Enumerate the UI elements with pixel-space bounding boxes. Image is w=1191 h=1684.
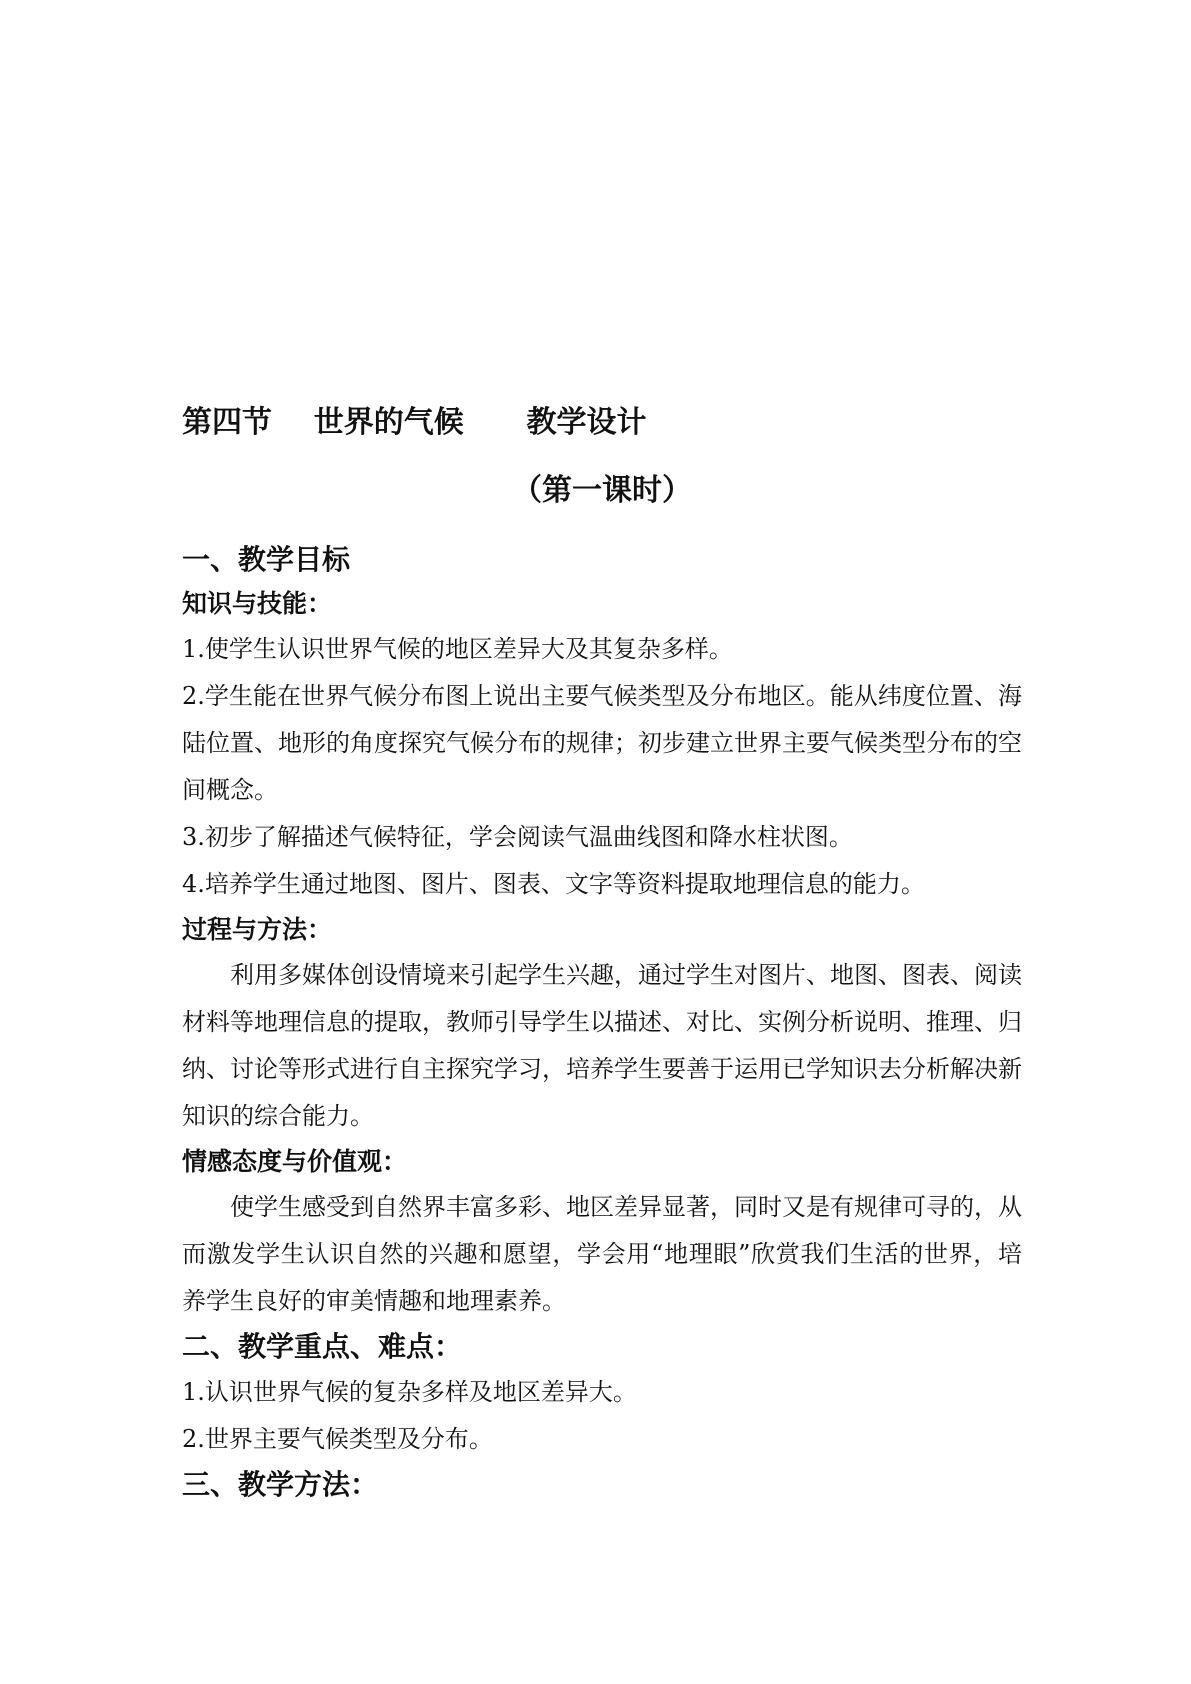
- section-heading-teaching-goals: 一、教学目标: [182, 543, 351, 576]
- section-heading-key-points: 二、教学重点、难点：: [182, 1330, 463, 1363]
- subheading-process-methods: 过程与方法：: [182, 915, 333, 944]
- document-title: 第四节 世界的气候 教学设计: [182, 405, 647, 440]
- key-point-2: 2.世界主要气候类型及分布。: [182, 1425, 493, 1453]
- section-heading-teaching-methods: 三、教学方法：: [182, 1468, 379, 1501]
- document-subtitle: （第一课时）: [512, 473, 692, 508]
- knowledge-item-3: 3.初步了解描述气候特征，学会阅读气温曲线图和降水柱状图。: [182, 823, 853, 851]
- process-methods-paragraph: 利用多媒体创设情境来引起学生兴趣，通过学生对图片、地图、图表、阅读材料等地理信息的提取，教师引导学生以描述、对比、实例分析说明、推理、归纳、讨论等形式进行自主探究学习，培养学生要善于运用已学知识去分析解决新知识的综合能力。: [182, 961, 1022, 1130]
- knowledge-item-1: 1.使学生认识世界气候的地区差异大及其复杂多样。: [182, 635, 733, 663]
- document-body: [182, 398, 1022, 1507]
- knowledge-item-2: 2.学生能在世界气候分布图上说出主要气候类型及分布地区。能从纬度位置、海陆位置、地形的角度探究气候分布的规律；初步建立世界主要气候类型分布的空间概念。: [182, 682, 1022, 804]
- attitude-values-paragraph: 使学生感受到自然界丰富多彩、地区差异显著，同时又是有规律可寻的，从而激发学生认识自然的兴趣和愿望，学会用“地理眼”欣赏我们生活的世界，培养学生良好的审美情趣和地理素养。: [182, 1193, 1022, 1315]
- subheading-attitude-values: 情感态度与价值观：: [182, 1147, 408, 1176]
- subheading-knowledge-skills: 知识与技能：: [182, 589, 333, 618]
- key-point-1: 1.认识世界气候的复杂多样及地区差异大。: [182, 1378, 637, 1406]
- knowledge-item-4: 4.培养学生通过地图、图片、图表、文字等资料提取地理信息的能力。: [182, 870, 925, 898]
